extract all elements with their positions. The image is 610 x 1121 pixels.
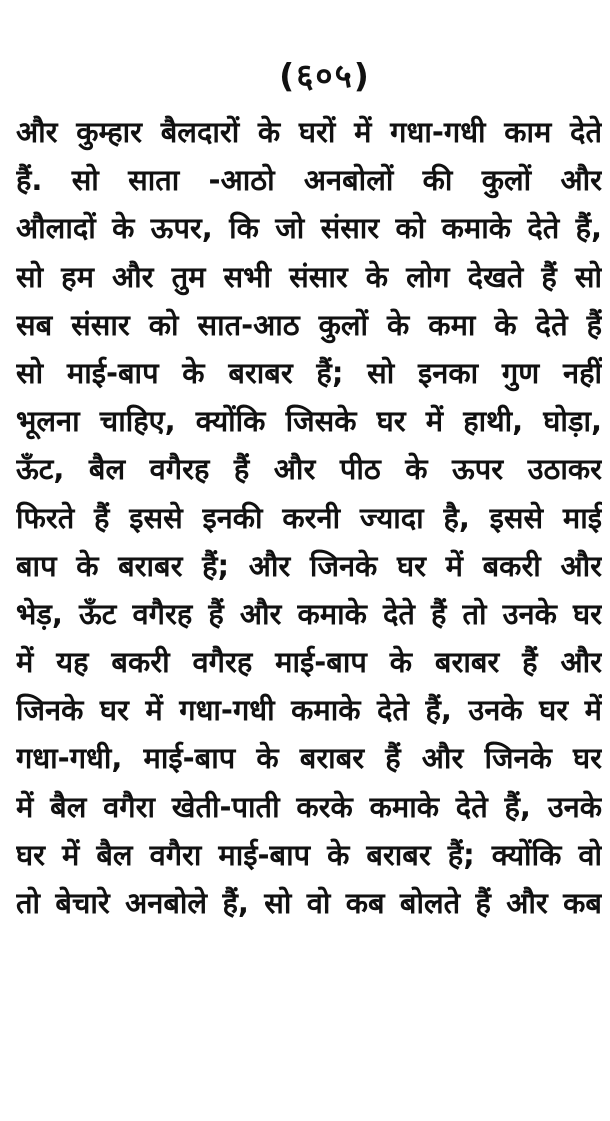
text-line: में यह बकरी वगैरह माई-बाप के बराबर हैं और (16, 645, 602, 680)
text-line: हैं. सो साता -आठो अनबोलों की कुलों और (16, 163, 602, 198)
text-line: औलादों के ऊपर, कि जो संसार को कमाके देते हैं, (16, 211, 602, 246)
text-line: जिनके घर में गधा-गधी कमाके देते हैं, उनके घर में (16, 693, 602, 728)
text-line: में बैल वगैरा खेती-पाती करके कमाके देते हैं, उनके (16, 789, 602, 824)
text-line: ऊँट, बैल वगैरह हैं और पीठ के ऊपर उठाकर (16, 452, 602, 487)
text-line: भेड़, ऊँट वगैरह हैं और कमाके देते हैं तो उनके घर (16, 596, 602, 631)
body-text (16, 108, 602, 927)
text-line: गधा-गधी, माई-बाप के बराबर हैं और जिनके घर (16, 741, 602, 776)
text-line: भूलना चाहिए, क्योंकि जिसके घर में हाथी, घोड़ा, (16, 404, 602, 439)
text-line: सब संसार को सात-आठ कुलों के कमा के देते हैं (16, 307, 602, 342)
page-number: (६०५) (279, 56, 371, 95)
text-line: और कुम्हार बैलदारों के घरों में गधा-गधी काम देते (16, 115, 602, 149)
text-line: फिरते हैं इससे इनकी करनी ज्यादा है, इससे माई (16, 500, 602, 535)
text-line: बाप के बराबर हैं; और जिनके घर में बकरी और (16, 548, 602, 583)
text-line: घर में बैल वगैरा माई-बाप के बराबर हैं; क्योंकि वो (16, 837, 602, 872)
text-line: तो बेचारे अनबोले हैं, सो वो कब बोलते हैं और कब (16, 886, 602, 920)
text-line: सो माई-बाप के बराबर हैं; सो इनका गुण नहीं (16, 355, 602, 390)
text-line: सो हम और तुम सभी संसार के लोग देखते हैं सो (16, 259, 602, 294)
